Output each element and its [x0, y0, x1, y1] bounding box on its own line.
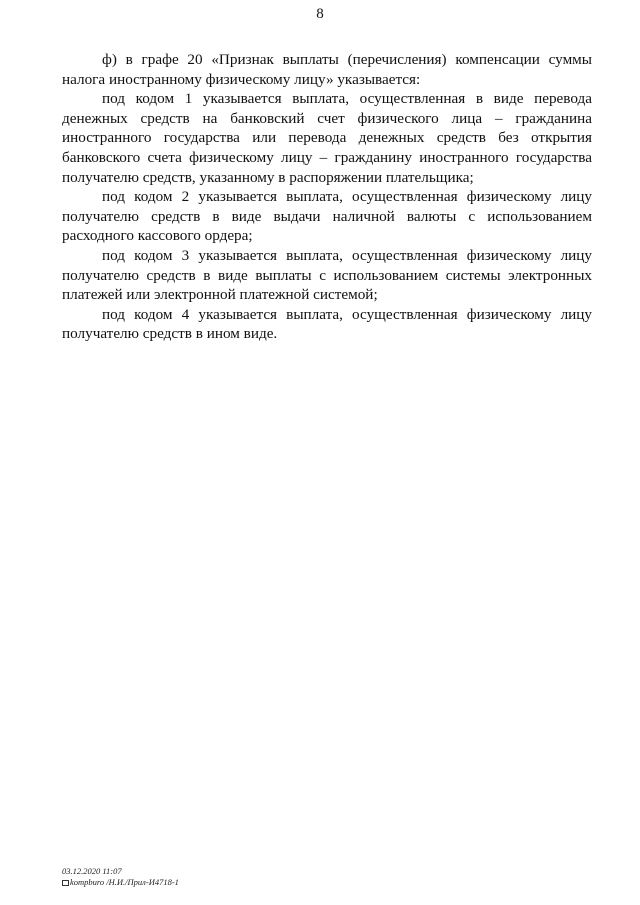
paragraph-code-1: под кодом 1 указывается выплата, осуществленная в виде перевода денежных средств на банковский счет физического лица – гражданина иностранного государства или перевода денежных средств без открытия банковского счета физическому лицу – гражданину иностранного государства получателю средств, указанному в распоряжении плательщика; — [62, 90, 592, 186]
paragraph-item-f: ф) в графе 20 «Признак выплаты (перечисления) компенсации суммы налога иностранному физическому лицу» указывается: — [62, 51, 592, 88]
document-body — [62, 50, 592, 344]
footer-timestamp: 03.12.2020 11:07 — [62, 866, 122, 876]
footer-file-path: kompburo /Н.И./Прил-И4718-1 — [70, 877, 179, 887]
paragraph-code-3: под кодом 3 указывается выплата, осуществленная физическому лицу получателю средств в виде выплаты с использованием системы электронных платежей или электронной платежной системой; — [62, 246, 592, 304]
page-number: 8 — [316, 6, 324, 22]
document-file-icon — [62, 880, 69, 886]
paragraph-code-4: под кодом 4 указывается выплата, осуществленная физическому лицу получателю средств в ином виде. — [62, 305, 592, 343]
paragraph-code-2: под кодом 2 указывается выплата, осуществленная физическому лицу получателю средств в виде выдачи наличной валюты с использованием расходного кассового ордера; — [62, 188, 592, 245]
document-footer — [62, 866, 179, 888]
footer-file-line — [62, 877, 179, 888]
